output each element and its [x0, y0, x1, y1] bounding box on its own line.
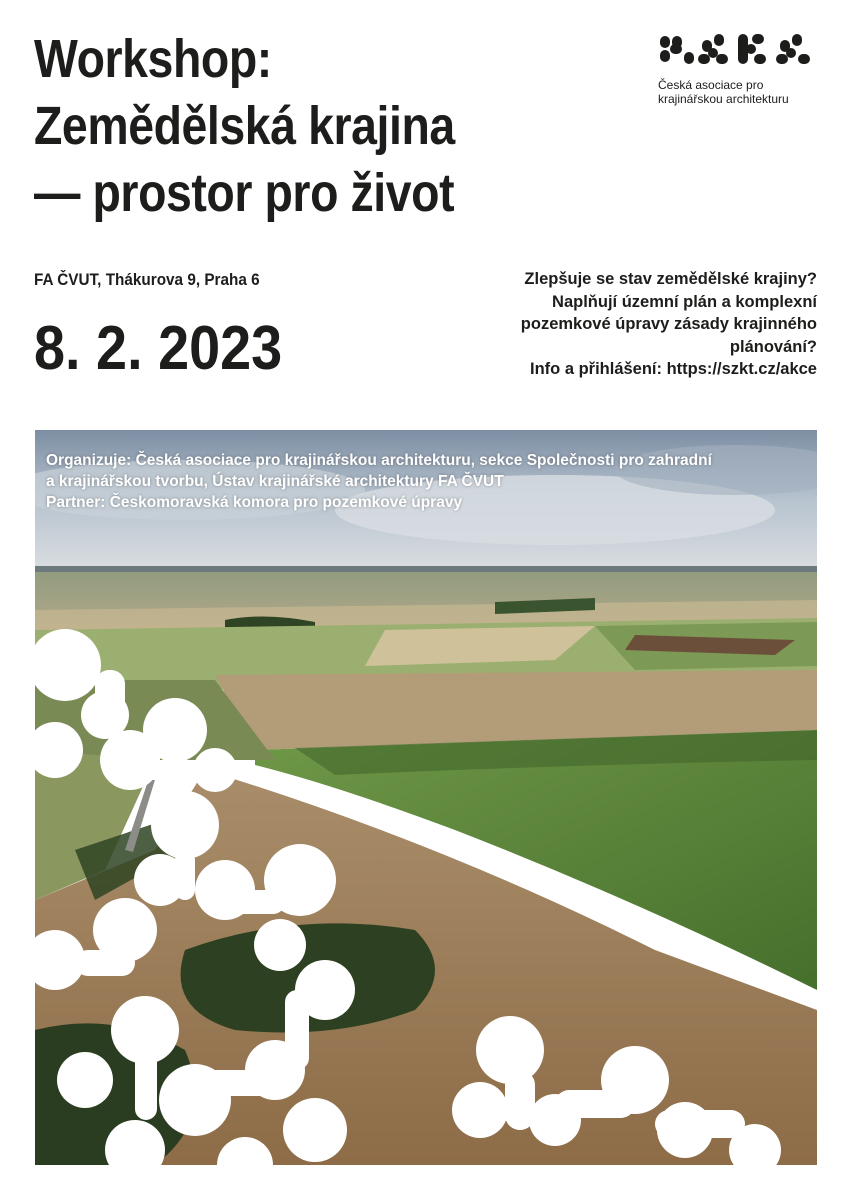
caka-logo — [658, 30, 828, 106]
event-questions — [457, 268, 817, 381]
organizers-line-1: Organizuje: Česká asociace pro krajinářskou architekturu, sekce Společnosti pro zahradní — [46, 452, 712, 469]
organizers-block — [46, 450, 816, 513]
question-line-4: plánování? — [729, 337, 817, 356]
logo-caption-line-2: krajinářskou architekturu — [658, 92, 789, 106]
caka-logo-mark-icon — [658, 30, 818, 70]
partner-line: Partner: Českomoravská komora pro pozemkové úpravy — [46, 494, 463, 511]
aerial-landscape-photo — [35, 430, 817, 1165]
title-line-3: — prostor pro život — [34, 163, 455, 223]
title-line-2: Zemědělská krajina — [34, 96, 455, 156]
event-venue: FA ČVUT, Thákurova 9, Praha 6 — [34, 270, 260, 289]
question-line-2: Naplňují územní plán a komplexní — [552, 292, 817, 311]
info-registration-link[interactable]: Info a přihlášení: https://szkt.cz/akce — [530, 360, 817, 378]
event-date: 8. 2. 2023 — [34, 314, 283, 383]
organizers-line-2: a krajinářskou tvorbu, Ústav krajinářské architektury FA ČVUT — [46, 473, 504, 490]
question-line-1: Zlepšuje se stav zemědělské krajiny? — [524, 270, 817, 288]
poster-title — [34, 26, 550, 227]
title-line-1: Workshop: — [34, 29, 272, 89]
question-line-3: pozemkové úpravy zásady krajinného — [520, 315, 817, 333]
logo-caption — [658, 78, 828, 106]
logo-caption-line-1: Česká asociace pro — [658, 78, 764, 92]
